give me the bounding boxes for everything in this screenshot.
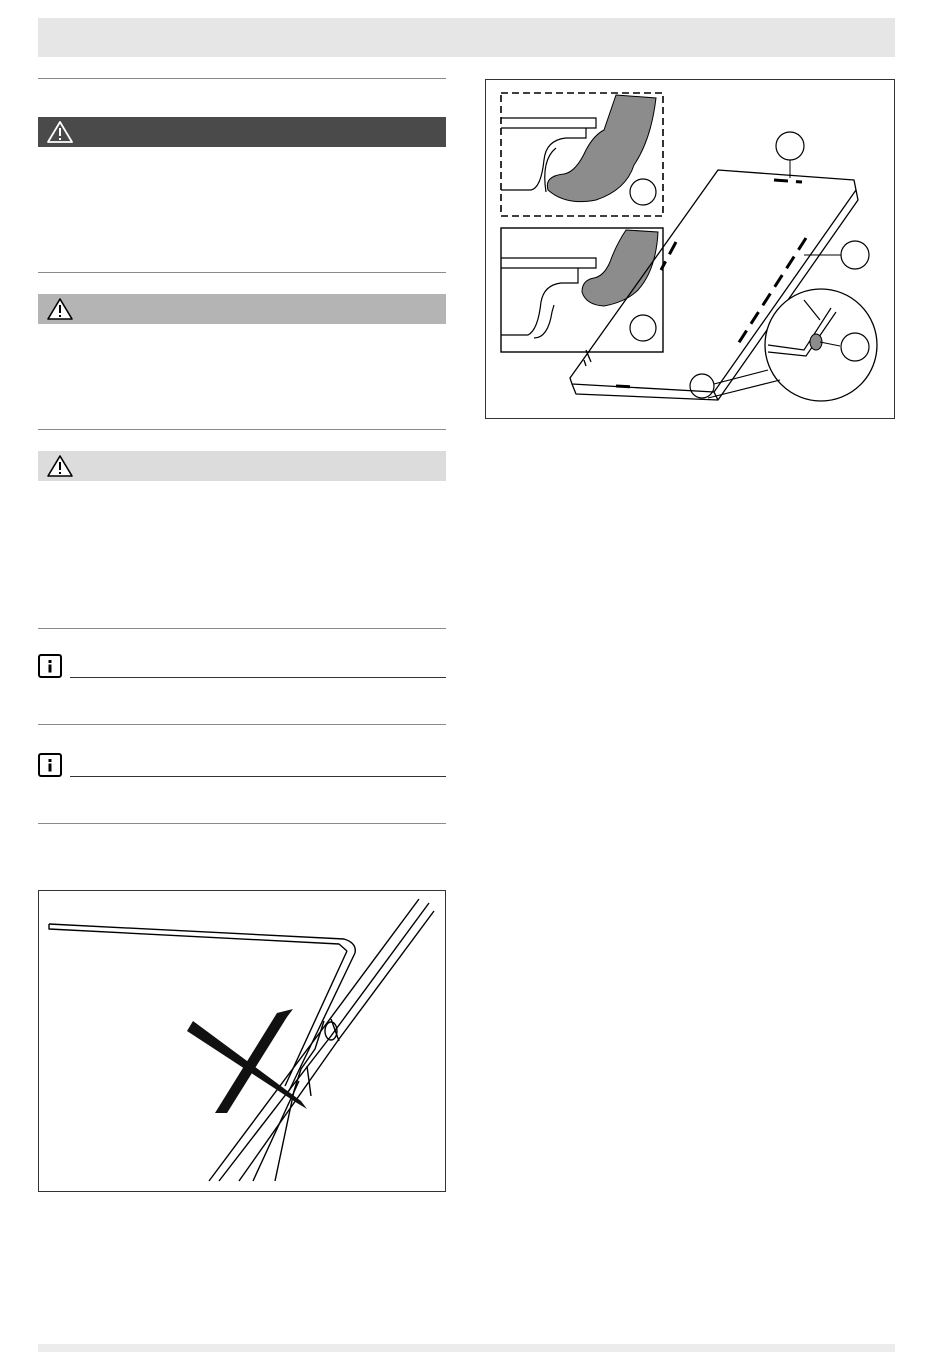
callout-circle xyxy=(841,241,869,269)
figure-door-removal xyxy=(485,79,895,419)
callout-circle xyxy=(841,333,869,361)
section-divider xyxy=(38,823,446,824)
inset-grip-detail-1 xyxy=(501,93,663,216)
info-rule xyxy=(70,776,446,777)
door-hinge-illustration xyxy=(39,891,445,1191)
warning-triangle-icon xyxy=(46,454,74,478)
section-divider xyxy=(38,272,446,273)
caution-notice-band xyxy=(38,451,446,481)
door-removal-illustration xyxy=(486,80,894,418)
page-footer-bar xyxy=(38,1344,895,1352)
callout-circle xyxy=(630,315,656,341)
info-icon xyxy=(38,654,62,678)
section-divider xyxy=(38,429,446,430)
section-divider xyxy=(38,724,446,725)
cross-mark-icon xyxy=(187,1009,307,1113)
info-rule xyxy=(70,677,446,678)
callout-circle xyxy=(630,179,656,205)
page-header-bar xyxy=(38,18,895,57)
danger-notice-band xyxy=(38,117,446,147)
info-icon xyxy=(38,753,62,777)
warning-notice-band xyxy=(38,294,446,324)
section-divider xyxy=(38,628,446,629)
section-divider xyxy=(38,78,446,79)
figure-incorrect-door-handling xyxy=(38,890,446,1192)
callout-circle xyxy=(776,132,804,160)
inset-grip-detail-2 xyxy=(501,228,663,352)
warning-triangle-icon xyxy=(46,297,74,321)
warning-triangle-icon xyxy=(46,120,74,144)
